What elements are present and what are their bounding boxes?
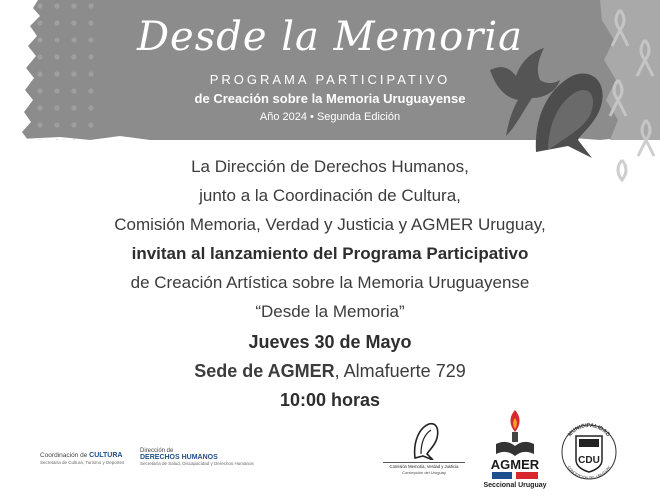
edition-label: Año 2024 • Segunda Edición <box>259 111 401 123</box>
municipalidad-seal-icon <box>558 414 620 484</box>
ddhh-prefix: Dirección de <box>140 448 174 454</box>
torch-book-icon <box>494 408 536 458</box>
agmer-color-bars <box>492 472 538 480</box>
creation-subtitle-text: de Creación sobre la Memoria Uruguayense <box>194 91 466 106</box>
comision-logo <box>383 420 465 475</box>
invitation-line-2: junto a la Coordinación de Cultura, <box>199 186 461 205</box>
program-subtitle: PROGRAMA PARTICIPATIVO <box>209 72 451 87</box>
page-title: Desde la Memoria <box>136 14 524 60</box>
ddhh-logo <box>140 448 260 466</box>
invitation-line-6: “Desde la Memoria” <box>255 302 405 321</box>
municipalidad-abbr: CDU <box>578 455 600 466</box>
agmer-logo <box>480 408 550 493</box>
venue-name: Sede de AGMER <box>194 361 335 381</box>
agmer-name: AGMER <box>490 457 540 472</box>
comision-name: Comisión Memoria, Verdad y Justicia <box>383 462 465 469</box>
ddhh-subtitle: Secretaría de Salud, Discapacidad y Derechos Humanos <box>140 461 254 466</box>
cultura-subtitle: Secretaría de Cultura, Turismo y Deportes <box>40 460 125 465</box>
cultura-logo <box>40 452 130 465</box>
event-venue <box>70 357 590 386</box>
venue-address: , Almafuerte 729 <box>334 361 466 381</box>
ddhh-name: DERECHOS HUMANOS <box>140 454 218 461</box>
comision-subtitle: Concepción del Uruguay <box>402 470 446 475</box>
cultura-prefix: Coordinación de <box>40 452 90 459</box>
invitation-line-4: invitan al lanzamiento del Programa Participativo <box>131 244 529 263</box>
event-date: Jueves 30 de Mayo <box>248 332 412 352</box>
municipalidad-ring-top: MUNICIPALIDAD <box>567 422 611 438</box>
invitation-line-3: Comisión Memoria, Verdad y Justicia y AGMER Uruguay, <box>114 215 546 234</box>
invitation-text <box>70 152 590 415</box>
invitation-line-5: de Creación Artística sobre la Memoria Uruguayense <box>130 273 530 292</box>
municipalidad-ring-bottom: CONCEPCIÓN DEL URUGUAY <box>566 465 612 481</box>
event-time: 10:00 horas <box>279 390 381 410</box>
municipalidad-logo <box>558 414 620 484</box>
headscarf-icon <box>409 420 439 460</box>
invitation-line-1: La Dirección de Derechos Humanos, <box>191 157 469 176</box>
cultura-name: CULTURA <box>89 452 123 459</box>
agmer-seccional: Seccional Uruguay <box>483 482 547 489</box>
program-creation-subtitle <box>0 91 660 106</box>
